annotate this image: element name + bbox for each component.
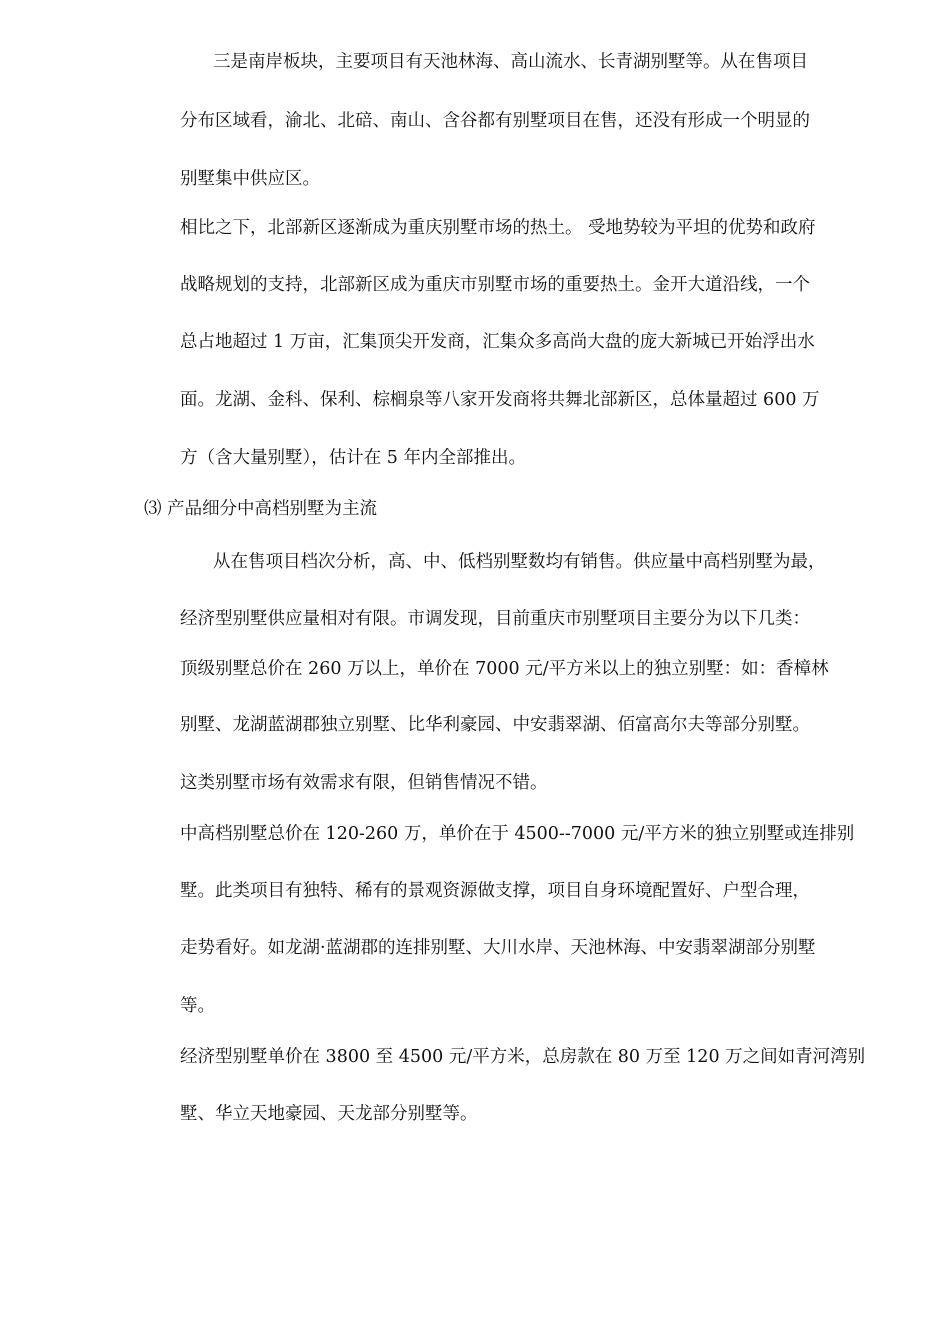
paragraph-line: 经济型别墅供应量相对有限。市调发现，目前重庆市别墅项目主要分为以下几类： (180, 609, 810, 629)
paragraph-line: 墅、华立天地豪园、天龙部分别墅等。 (180, 1104, 478, 1124)
paragraph-line: 这类别墅市场有效需求有限，但销售情况不错。 (180, 773, 548, 793)
paragraph-line: 墅。此类项目有独特、稀有的景观资源做支撑，项目自身环境配置好、户型合理， (180, 881, 810, 901)
paragraph-line: 顶级别墅总价在 260 万以上，单价在 7000 元/平方米以上的独立别墅：如：香樟林 (180, 659, 829, 679)
paragraph-line: 总占地超过 1 万亩，汇集顶尖开发商，汇集众多高尚大盘的庞大新城已开始浮出水 (180, 332, 815, 352)
paragraph-line: 三是南岸板块，主要项目有天池林海、高山流水、长青湖别墅等。从在售项目 (213, 52, 808, 72)
paragraph-line: 方（含大量别墅），估计在 5 年内全部推出。 (180, 448, 527, 468)
paragraph-line: 相比之下，北部新区逐渐成为重庆别墅市场的热土。 受地势较为平坦的优势和政府 (180, 218, 816, 238)
paragraph-line: 别墅集中供应区。 (180, 169, 320, 189)
paragraph-line: 分布区域看，渝北、北碚、南山、含谷都有别墅项目在售，还没有形成一个明显的 (180, 111, 810, 131)
paragraph-line: 中高档别墅总价在 120-260 万，单价在于 4500--7000 元/平方米的独立别墅或连排别 (180, 824, 855, 844)
paragraph-line: 面。龙湖、金科、保利、棕榈泉等八家开发商将共舞北部新区，总体量超过 600 万 (180, 390, 820, 410)
paragraph-line: 从在售项目档次分析，高、中、低档别墅数均有销售。供应量中高档别墅为最， (213, 552, 826, 572)
paragraph-line: 等。 (180, 996, 215, 1016)
paragraph-line: 经济型别墅单价在 3800 至 4500 元/平方米，总房款在 80 万至 120 万之间如青河湾别 (180, 1047, 866, 1067)
paragraph-line: 战略规划的支持，北部新区成为重庆市别墅市场的重要热土。金开大道沿线，一个 (180, 275, 810, 295)
paragraph-line: 别墅、龙湖蓝湖郡独立别墅、比华利豪园、中安翡翠湖、佰富高尔夫等部分别墅。 (180, 715, 810, 735)
paragraph-line: 走势看好。如龙湖·蓝湖郡的连排别墅、大川水岸、天池林海、中安翡翠湖部分别墅 (180, 938, 816, 958)
section-heading: ⑶ 产品细分中高档别墅为主流 (144, 499, 378, 519)
